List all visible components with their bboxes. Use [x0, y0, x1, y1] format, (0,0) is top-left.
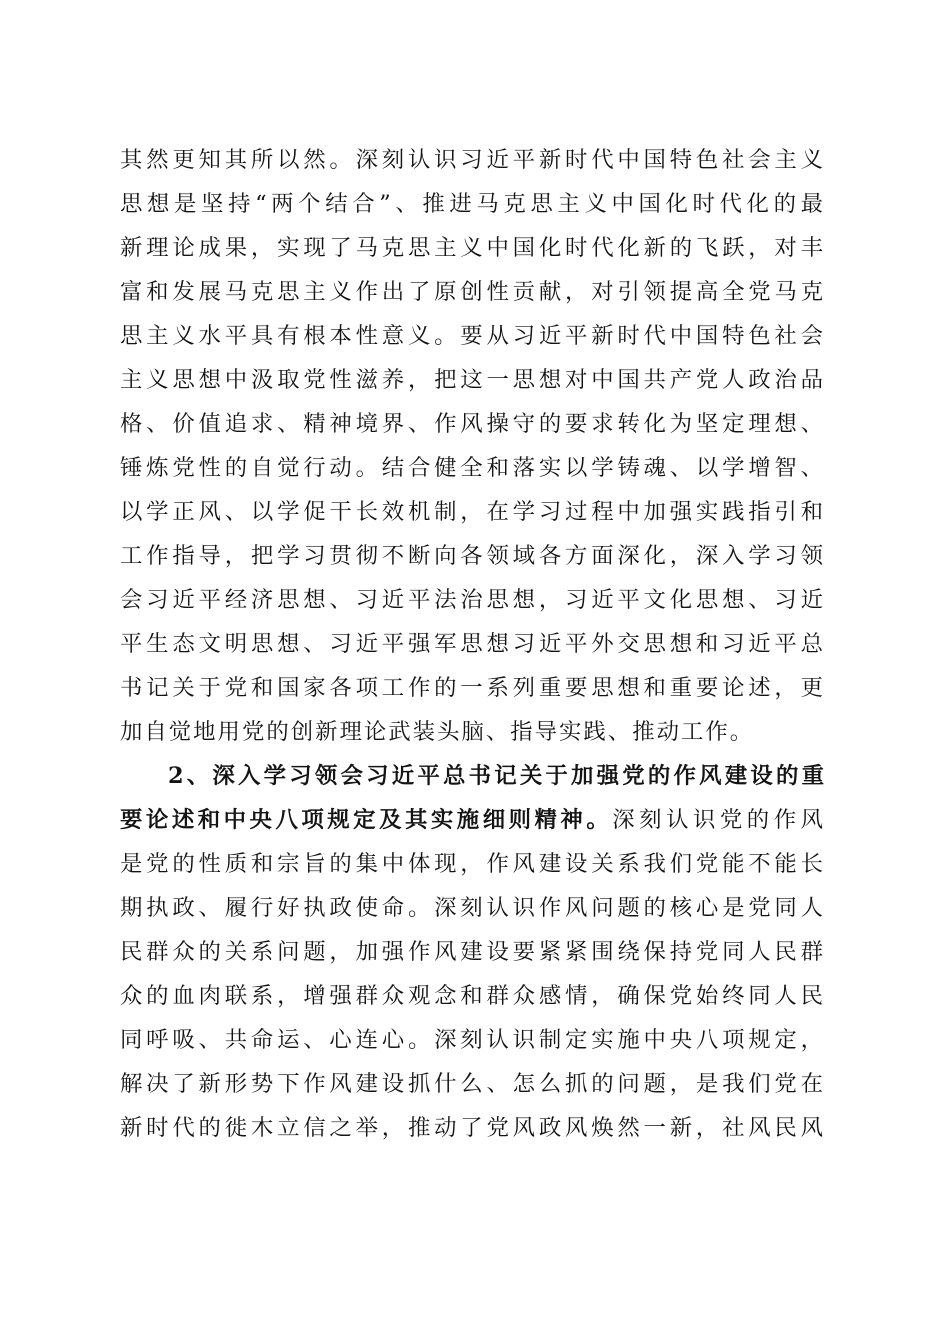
- section-body-text: 深刻认识党的作风: [612, 807, 825, 833]
- text-line: 新时代的徙木立信之举，推动了党风政风焕然一新，社风民风: [120, 1115, 825, 1141]
- text-line: 同呼吸、共命运、心连心。深刻认识制定实施中央八项规定，: [120, 1027, 825, 1053]
- text-line: 是党的性质和宗旨的集中体现，作风建设关系我们党能不能长: [120, 851, 825, 877]
- text-line: 思主义水平具有根本性意义。要从习近平新时代中国特色社会: [120, 323, 825, 349]
- text-line: 以学正风、以学促干长效机制，在学习过程中加强实践指引和: [120, 499, 825, 525]
- text-line: 锤炼党性的自觉行动。结合健全和落实以学铸魂、以学增智、: [120, 455, 825, 481]
- section-heading-bold-text: 要论述和中央八项规定及其实施细则精神。: [120, 807, 613, 833]
- text-line: 书记关于党和国家各项工作的一系列重要思想和重要论述，更: [120, 675, 825, 701]
- text-line: 富和发展马克思主义作出了原创性贡献，对引领提高全党马克: [120, 279, 825, 305]
- text-line: 新理论成果，实现了马克思主义中国化时代化新的飞跃，对丰: [120, 235, 825, 261]
- text-line: 平生态文明思想、习近平强军思想习近平外交思想和习近平总: [120, 631, 825, 657]
- text-line: 民群众的关系问题，加强作风建设要紧紧围绕保持党同人民群: [120, 939, 825, 965]
- body-text: [120, 138, 825, 1150]
- text-line: 主义思想中汲取党性滋养，把这一思想对中国共产党人政治品: [120, 367, 825, 393]
- section-heading: 2、深入学习领会习近平总书记关于加强党的作风建设的重: [168, 763, 825, 789]
- text-line: 众的血肉联系，增强群众观念和群众感情，确保党始终同人民: [120, 983, 825, 1009]
- text-line: 会习近平经济思想、习近平法治思想，习近平文化思想、习近: [120, 587, 825, 613]
- text-line: 加自觉地用党的创新理论武装头脑、指导实践、推动工作。: [120, 719, 755, 745]
- text-line: 思想是坚持“两个结合”、推进马克思主义中国化时代化的最: [120, 191, 825, 217]
- text-line: 其然更知其所以然。深刻认识习近平新时代中国特色社会主义: [120, 147, 825, 173]
- text-line: 工作指导，把学习贯彻不断向各领域各方面深化，深入学习领: [120, 543, 825, 569]
- text-line: 格、价值追求、精神境界、作风操守的要求转化为坚定理想、: [120, 411, 825, 437]
- section-heading-continuation: [120, 798, 825, 842]
- text-line: 解决了新形势下作风建设抓什么、怎么抓的问题，是我们党在: [120, 1071, 825, 1097]
- text-line: 期执政、履行好执政使命。深刻认识作风问题的核心是党同人: [120, 895, 825, 921]
